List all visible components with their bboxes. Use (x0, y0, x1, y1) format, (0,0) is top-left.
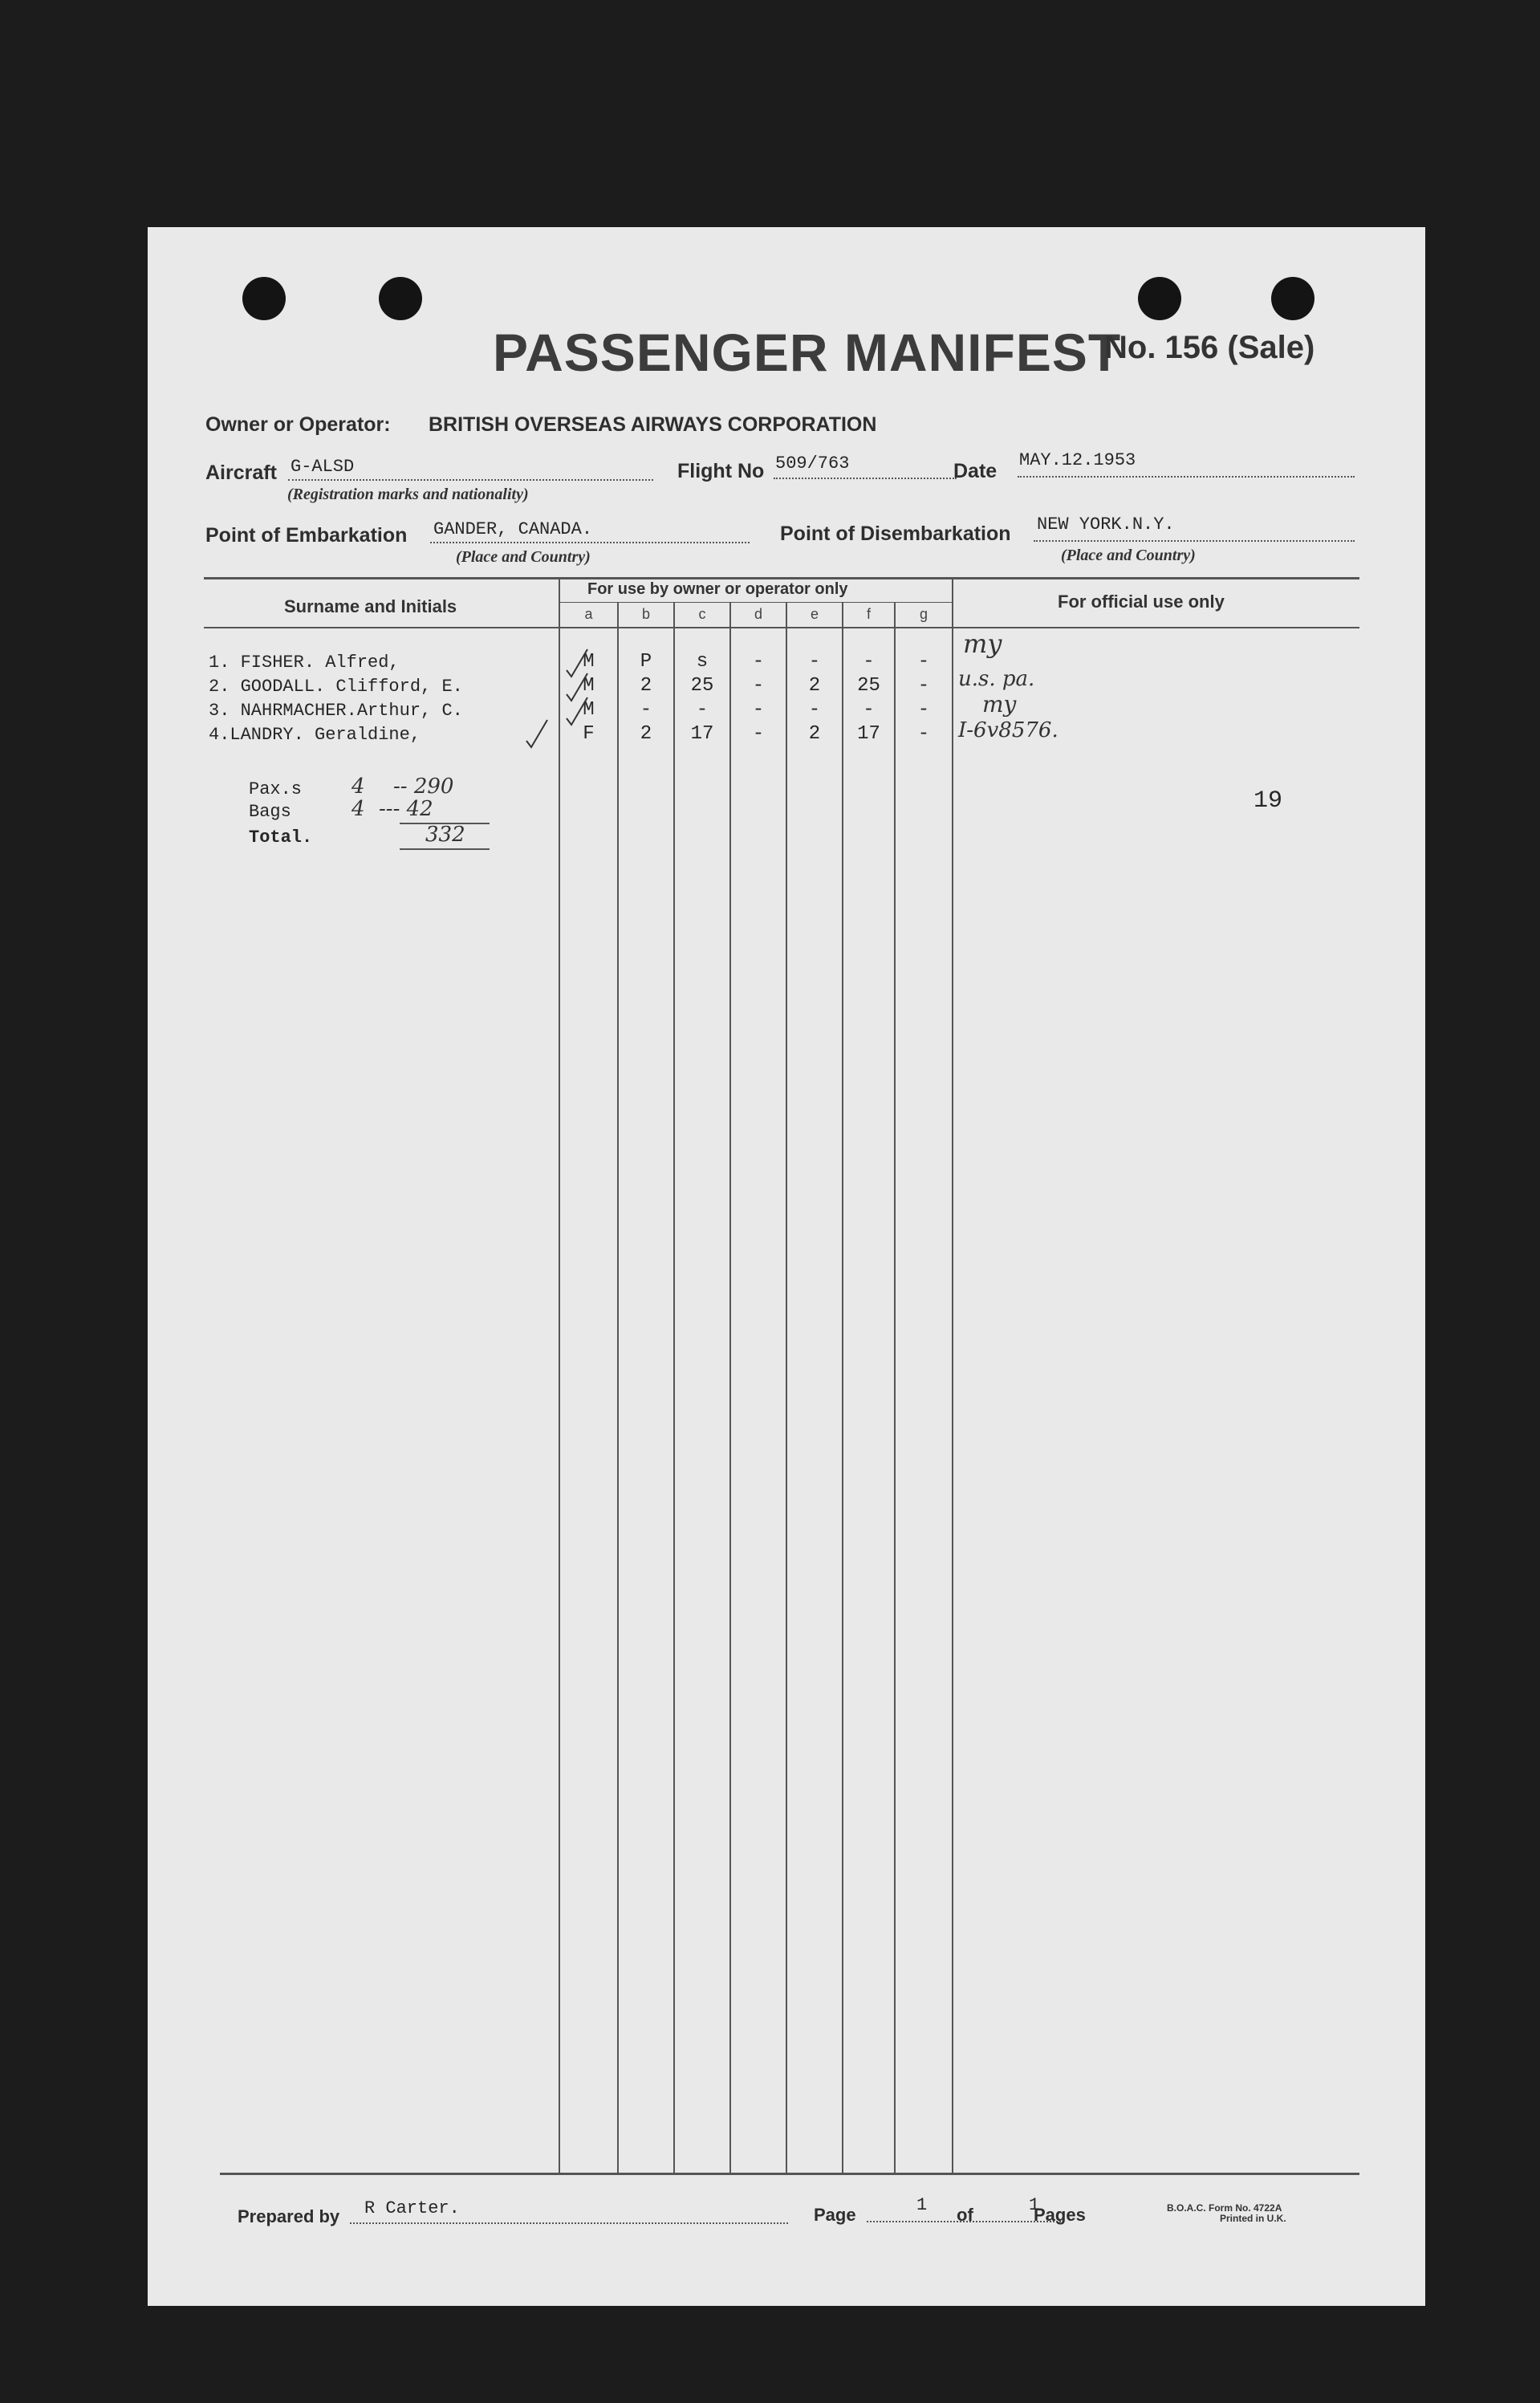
official-note-4: I-6v8576. (958, 718, 1058, 742)
table-cell: - (917, 675, 930, 697)
table-cell: - (863, 651, 875, 673)
totals-value: 332 (425, 823, 465, 847)
flight-value: 509/763 (775, 453, 850, 474)
aircraft-line (288, 479, 653, 481)
owner-column-header: For use by owner or operator only (587, 580, 848, 598)
aircraft-note: (Registration marks and nationality) (287, 486, 529, 503)
official-note-1: my (963, 628, 1002, 659)
manifest-sheet (148, 227, 1425, 2306)
prepared-by-line (350, 2222, 788, 2224)
date-value: MAY.12.1953 (1019, 450, 1136, 470)
form-number-line2: Printed in U.K. (1220, 2213, 1286, 2224)
of-value: 1 (1029, 2195, 1040, 2215)
passenger-name-1: 1. FISHER. Alfred, (209, 653, 400, 673)
table-cell: 17 (857, 723, 880, 745)
form-number-line1: B.O.A.C. Form No. 4722A (1167, 2202, 1282, 2214)
owner-label: Owner or Operator: (205, 413, 391, 436)
date-label: Date (953, 460, 998, 482)
punch-hole (242, 277, 286, 320)
totals-value: --- 42 (379, 797, 433, 821)
disembarkation-label: Point of Disembarkation (780, 522, 1011, 545)
prepared-by-label: Prepared by (238, 2206, 340, 2226)
page-title: PASSENGER MANIFEST (493, 323, 1122, 382)
table-cell: - (917, 699, 930, 721)
embarkation-line (430, 542, 750, 543)
totals-value: -- 290 (393, 775, 454, 799)
embarkation-label: Point of Embarkation (205, 524, 408, 547)
table-cell: - (752, 723, 765, 745)
table-cell: - (752, 699, 765, 721)
punch-hole (1138, 277, 1181, 320)
column-divider (952, 577, 953, 2174)
column-letter-c: c (698, 606, 706, 622)
form-number (1167, 2203, 1286, 2224)
column-letter-g: g (919, 606, 928, 622)
table-cell: M (583, 675, 595, 697)
embarkation-note: (Place and Country) (456, 548, 591, 566)
column-divider (786, 602, 787, 2174)
table-cell: F (583, 723, 595, 745)
official-number: 19 (1254, 787, 1283, 815)
aircraft-label: Aircraft (205, 461, 277, 484)
of-label: of (957, 2205, 973, 2225)
passenger-name-4: 4.LANDRY. Geraldine, (209, 725, 421, 745)
column-letter-a: a (584, 606, 593, 622)
table-cell: P (640, 651, 652, 673)
column-letter-e: e (810, 606, 819, 622)
embarkation-value: GANDER, CANADA. (433, 519, 593, 539)
totals-count: 4 (351, 775, 365, 799)
table-cell: M (583, 651, 595, 673)
column-divider (559, 577, 560, 2174)
table-cell: - (808, 699, 821, 721)
table-cell: 25 (690, 675, 714, 697)
totals-label: Bags (249, 802, 291, 822)
table-cell: - (917, 723, 930, 745)
prepared-by-value: R Carter. (364, 2198, 460, 2218)
official-column-header: For official use only (1058, 592, 1225, 612)
footer-top-rule (220, 2173, 1359, 2175)
page-value: 1 (916, 2195, 928, 2215)
table-cell: - (752, 675, 765, 697)
table-cell: 2 (640, 675, 652, 697)
official-note-3: my (982, 691, 1017, 718)
table-cell: 2 (808, 675, 821, 697)
column-divider (842, 602, 843, 2174)
table-cell: - (696, 699, 709, 721)
page-label: Page (814, 2205, 856, 2225)
official-note-2: u.s. pa. (958, 667, 1035, 691)
column-letter-d: d (754, 606, 762, 622)
table-cell: - (640, 699, 652, 721)
punch-hole (1271, 277, 1314, 320)
punch-hole (379, 277, 422, 320)
disembarkation-note: (Place and Country) (1061, 547, 1196, 564)
column-divider (729, 602, 731, 2174)
passenger-name-2: 2. GOODALL. Clifford, E. (209, 677, 463, 697)
date-line (1018, 476, 1355, 478)
table-cell: - (863, 699, 875, 721)
table-cell: - (917, 651, 930, 673)
owner-value: BRITISH OVERSEAS AIRWAYS CORPORATION (429, 413, 877, 436)
column-divider (673, 602, 675, 2174)
table-cell: - (752, 651, 765, 673)
column-letter-f: f (866, 606, 871, 622)
table-cell: M (583, 699, 595, 721)
table-cell: 2 (640, 723, 652, 745)
totals-count: 4 (351, 797, 365, 821)
totals-label: Pax.s (249, 779, 303, 799)
table-cell: - (808, 651, 821, 673)
flight-line (774, 478, 957, 479)
table-top-rule (204, 577, 1359, 579)
disembarkation-line (1034, 540, 1355, 542)
column-divider (894, 602, 896, 2174)
table-cell: 2 (808, 723, 821, 745)
column-divider (617, 602, 619, 2174)
table-cell: 25 (857, 675, 880, 697)
flight-label: Flight No (677, 460, 765, 482)
passenger-name-3: 3. NAHRMACHER.Arthur, C. (209, 701, 463, 721)
name-column-header: Surname and Initials (284, 596, 457, 616)
totals-label: Total. (249, 827, 313, 848)
disembarkation-value: NEW YORK.N.Y. (1037, 514, 1175, 535)
pages-label: Pages (1034, 2205, 1086, 2225)
aircraft-value: G-ALSD (291, 457, 355, 477)
manifest-number: No. 156 (Sale) (1104, 330, 1315, 365)
totals-rule (400, 848, 490, 850)
table-cell: s (696, 651, 709, 673)
table-header-rule (204, 627, 1359, 628)
table-cell: 17 (690, 723, 714, 745)
column-letter-b: b (641, 606, 650, 622)
check-marks (525, 644, 589, 753)
